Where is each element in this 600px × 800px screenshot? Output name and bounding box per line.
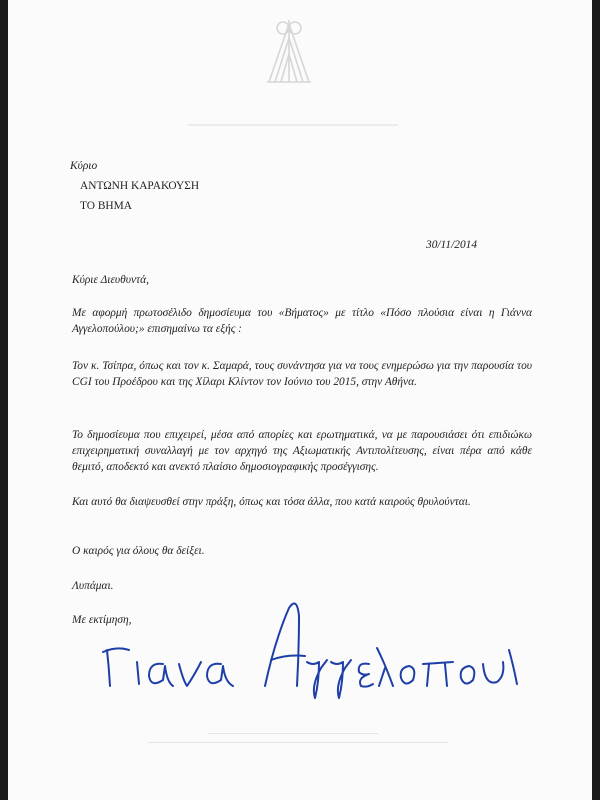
letter-page [8, 0, 592, 800]
footer-contact-line [148, 742, 448, 743]
handwritten-signature [93, 590, 523, 700]
letter-date: 30/11/2014 [426, 239, 478, 251]
recipient-block [70, 158, 199, 214]
regards-line: Με εκτίμηση, [72, 614, 132, 626]
recipient-publication: ΤΟ ΒΗΜΑ [80, 200, 133, 212]
footer-address-line [208, 733, 378, 734]
paragraph: Το δημοσίευμα που επιχειρεί, μέσα από απορίες και ερωτηματικά, να με παρουσιάσει ότι επιδιώκω επιχειρηματική συναλλαγή με τον αρχηγό της Αξιωματικής Αντιπολίτευσης, είναι πέρα από κάθε θεμιτό, αποδεκτό και ανεκτό πλαίσιο δημοσιογραφικής προσέγγισης. [72, 429, 532, 473]
salutation: Κύριε Διευθυντά, [72, 274, 149, 286]
paragraph: Τον κ. Τσίπρα, όπως και τον κ. Σαμαρά, τους συνάντησα για να τους ενημερώσω για την παρουσία του CGI του Προέδρου και της Χίλαρι Κλίντον τον Ιούνιο του 2015, στην Αθήνα. [72, 360, 532, 388]
paragraph: Ο καιρός για όλους θα δείξει. [72, 545, 205, 557]
recipient-salutation: Κύριο [70, 160, 98, 172]
letterhead-line [188, 124, 398, 126]
emblem-icon [263, 16, 315, 84]
paragraph: Με αφορμή πρωτοσέλιδο δημοσίευμα του «Βήματος» με τίτλο «Πόσο πλούσια είναι η Γιάννα Αγγελοπούλου;» επισημαίνω τα εξής : [72, 307, 532, 335]
paragraph: Και αυτό θα διαψευσθεί στην πράξη, όπως και τόσα άλλα, που κατά καιρούς θρυλούνται. [72, 496, 471, 508]
recipient-name: ΑΝΤΩΝΗ ΚΑΡΑΚΟΥΣΗ [80, 180, 200, 192]
closing-line: Λυπάμαι. [72, 580, 114, 592]
